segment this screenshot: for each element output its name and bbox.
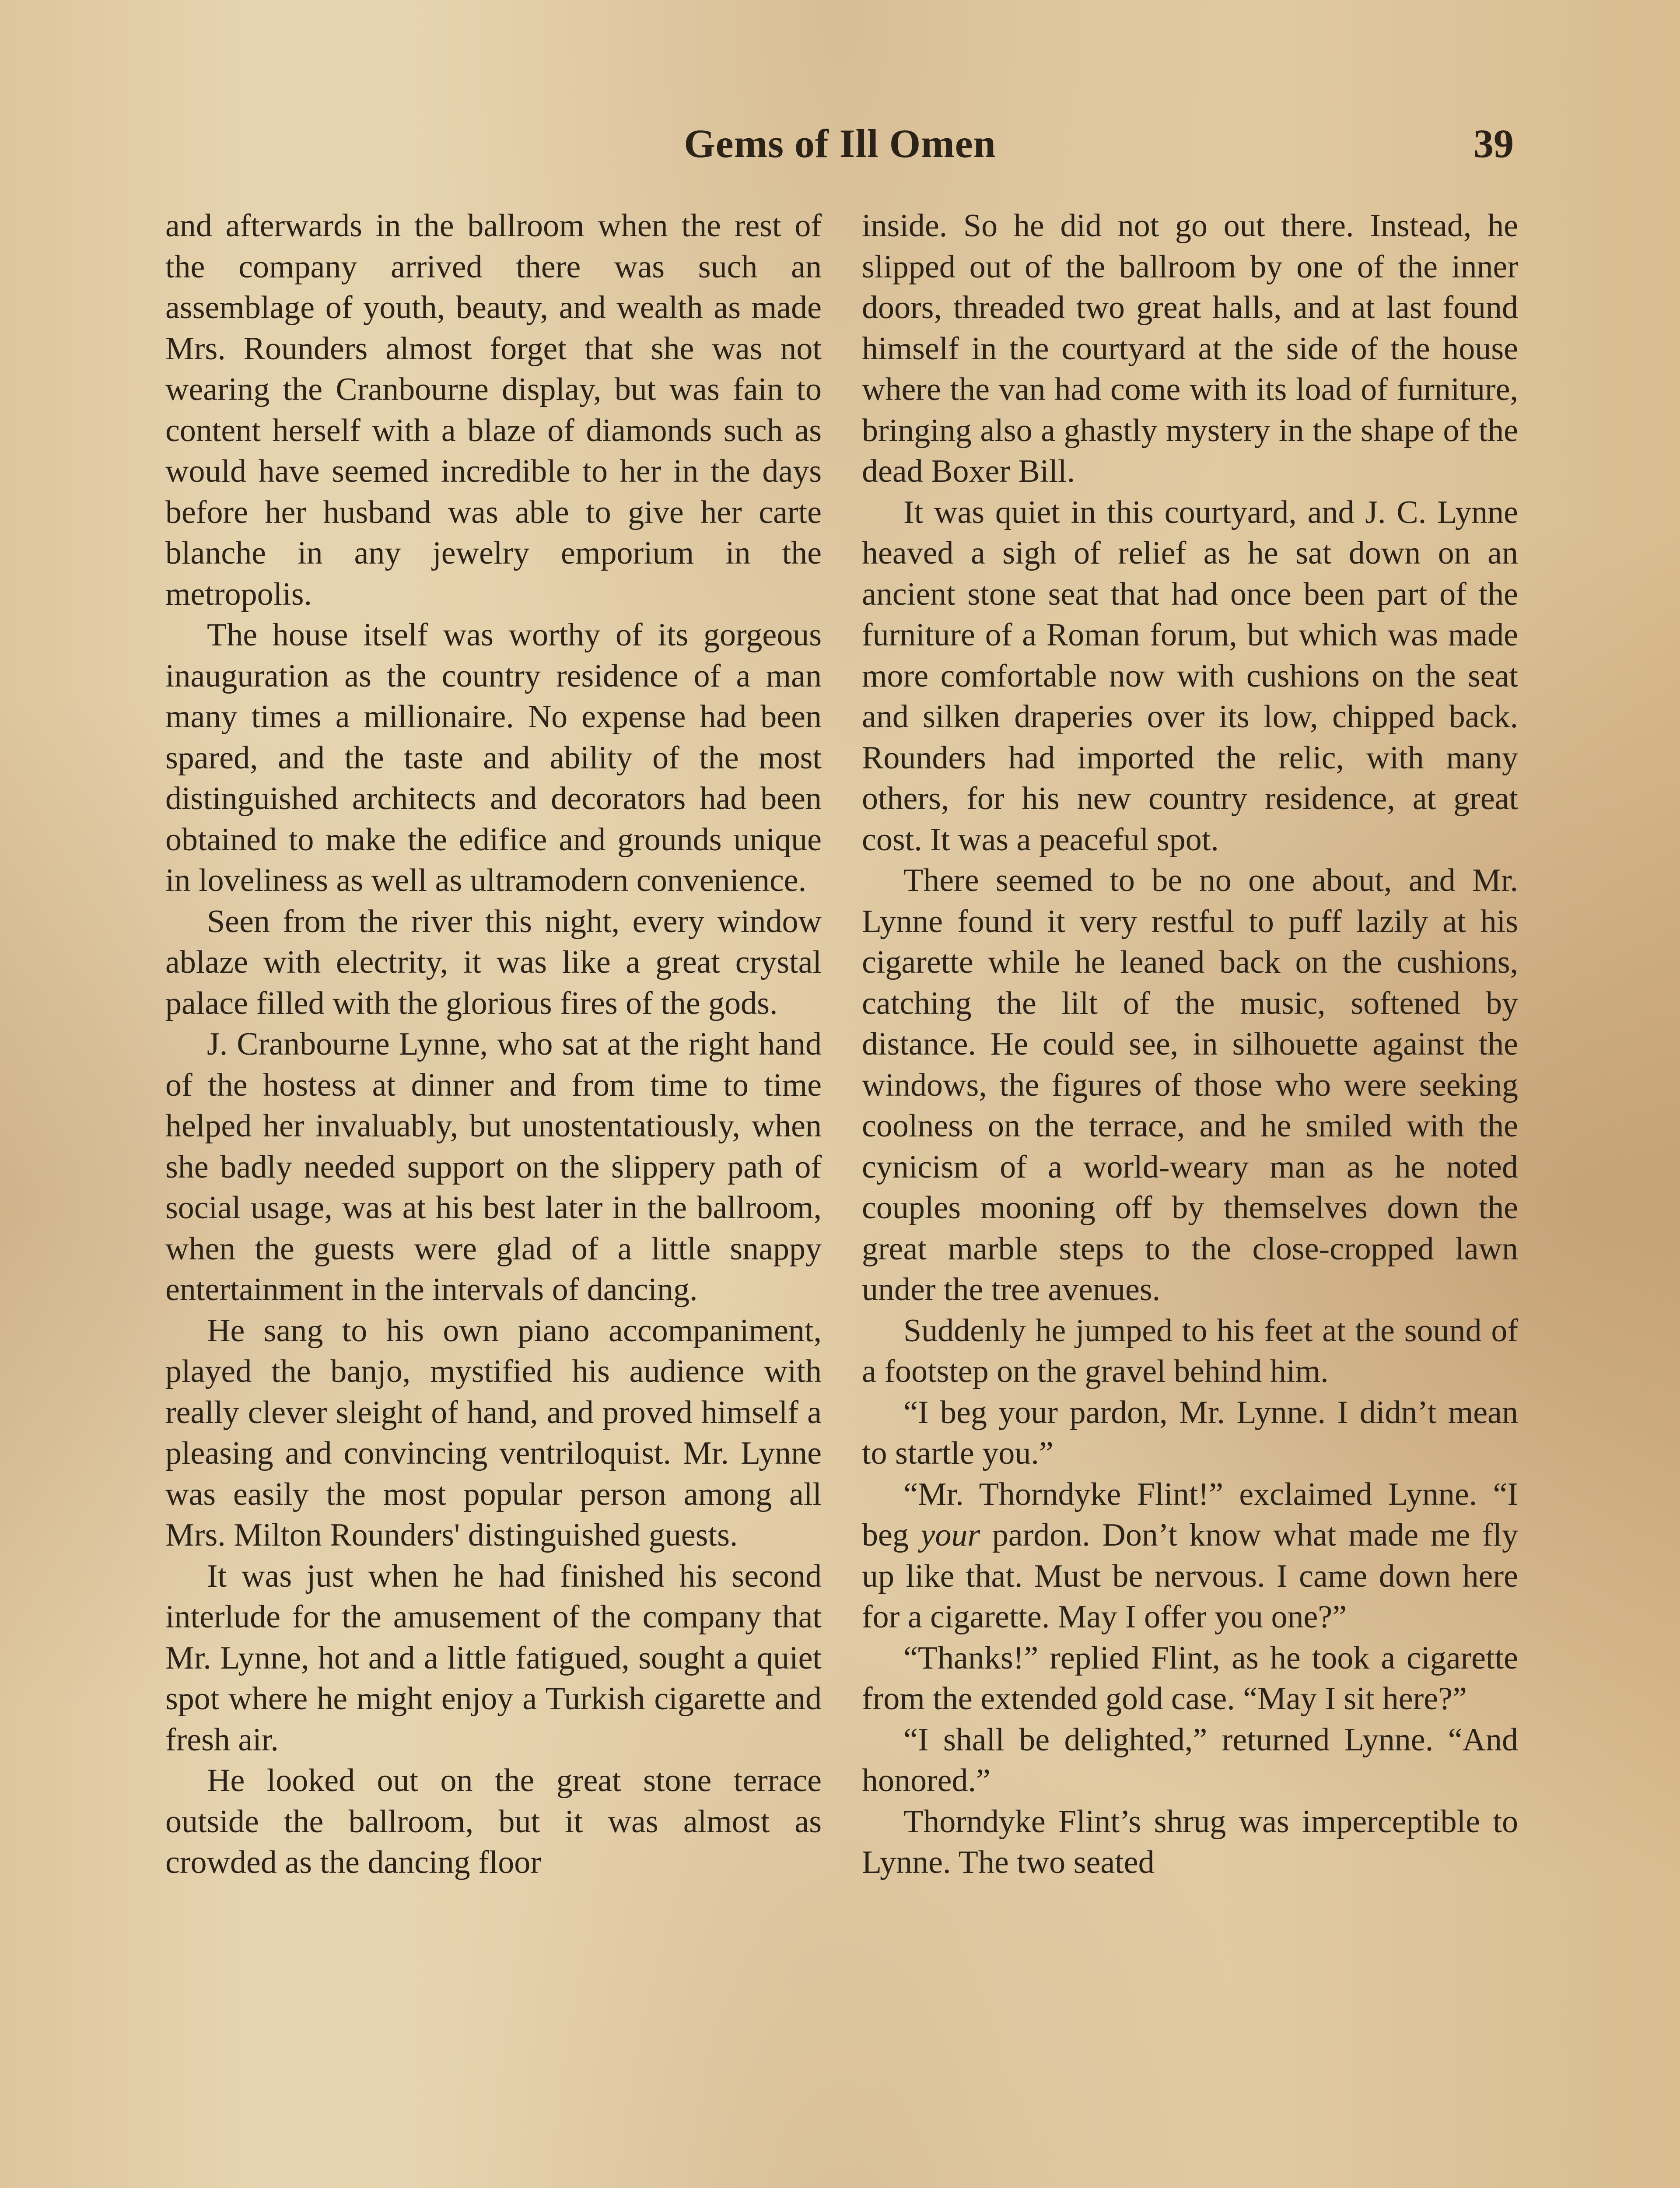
paragraph-text: “Mr. Thorndyke Flint!” exclaimed Lynne. “I beg (862, 1476, 1518, 1553)
paragraph: Thorndyke Flint’s shrug was imperceptible to Lynne. The two seated (862, 1803, 1518, 1880)
running-title: Gems of Ill Omen (684, 121, 996, 166)
paragraph: “I beg your pardon, Mr. Lynne. I didn’t mean to startle you.” (862, 1394, 1518, 1471)
paragraph-text: pardon. Don’t know what made me fly up like that. Must be nervous. I came down here for a cigarette. May I offer you one?” (862, 1517, 1518, 1635)
paragraph: Seen from the river this night, every window ablaze with electrity, it was like a great crystal palace filled with the glorious fires of the gods. (165, 903, 822, 1021)
paragraph: inside. So he did not go out there. Instead, he slipped out of the ballroom by one of the inner doors, threaded two great halls, and at last found himself in the courtyard at the side of the house where the van had come with its load of furniture, bringing also a ghastly mystery in the shape of the dead Boxer Bill. (862, 208, 1518, 489)
paragraph: It was just when he had finished his second interlude for the amusement of the company that Mr. Lynne, hot and a little fatigued, sought a quiet spot where he might enjoy a Turkish cigarette and fresh air. (165, 1558, 822, 1758)
paragraph: “I shall be delighted,” returned Lynne. “And honored.” (862, 1722, 1518, 1799)
paragraph: and afterwards in the ballroom when the rest of the company arrived there was such an assemblage of youth, beauty, and wealth as made Mrs. Rounders almost forget that she was not wearing the Cranbourne display, but was fain to content herself with a blaze of diamonds such as would have seemed incredible to her in the days before her husband was able to give her carte blanche in any jewelry emporium in the metropolis. (165, 208, 822, 612)
paragraph (862, 1474, 1518, 1638)
paragraph: He looked out on the great stone terrace outside the ballroom, but it was almost as crowded as the dancing floor (165, 1763, 822, 1880)
emphasized-word: your (920, 1517, 980, 1553)
paragraph: It was quiet in this courtyard, and J. C. Lynne heaved a sigh of relief as he sat down on an ancient stone seat that had once been part of the furniture of a Roman forum, but which was made more comfortable now with cushions on the seat and silken draperies over its low, chipped back. Rounders had imported the relic, with many others, for his new country residence, at great cost. It was a peaceful spot. (862, 494, 1518, 858)
paragraph: There seemed to be no one about, and Mr. Lynne found it very restful to puff lazily at his cigarette while he leaned back on the cushions, catching the lilt of the music, softened by distance. He could see, in silhouette against the windows, the figures of those who were seeking coolness on the terrace, and he smiled with the cynicism of a world-weary man as he noted couples mooning off by themselves down the great marble steps to the close-cropped lawn under the tree avenues. (862, 863, 1518, 1308)
paragraph: Suddenly he jumped to his feet at the sound of a footstep on the gravel behind him. (862, 1312, 1518, 1389)
paragraph: The house itself was worthy of its gorgeous inauguration as the country residence of a man many times a millionaire. No expense had been spared, and the taste and ability of the most distinguished architects and decorators had been obtained to make the edifice and grounds unique in loveliness as well as ultramodern convenience. (165, 617, 822, 898)
paragraph: “Thanks!” replied Flint, as he took a cigarette from the extended gold case. “May I sit here?” (862, 1640, 1518, 1717)
running-head (166, 117, 1514, 170)
paragraph: J. Cranbourne Lynne, who sat at the right hand of the hostess at dinner and from time to time helped her invaluably, but unostentatiously, when she badly needed support on the slippery path of social usage, was at his best later in the ballroom, when the guests were glad of a little snappy entertainment in the intervals of dancing. (165, 1026, 822, 1308)
page-number: 39 (1474, 121, 1514, 166)
left-text-column (165, 206, 822, 1883)
paragraph: He sang to his own piano accompaniment, played the banjo, mystified his audience with really clever sleight of hand, and proved himself a pleasing and convincing ventriloquist. Mr. Lynne was easily the most popular person among all Mrs. Milton Rounders' distinguished guests. (165, 1312, 822, 1553)
right-text-column (862, 206, 1518, 1883)
